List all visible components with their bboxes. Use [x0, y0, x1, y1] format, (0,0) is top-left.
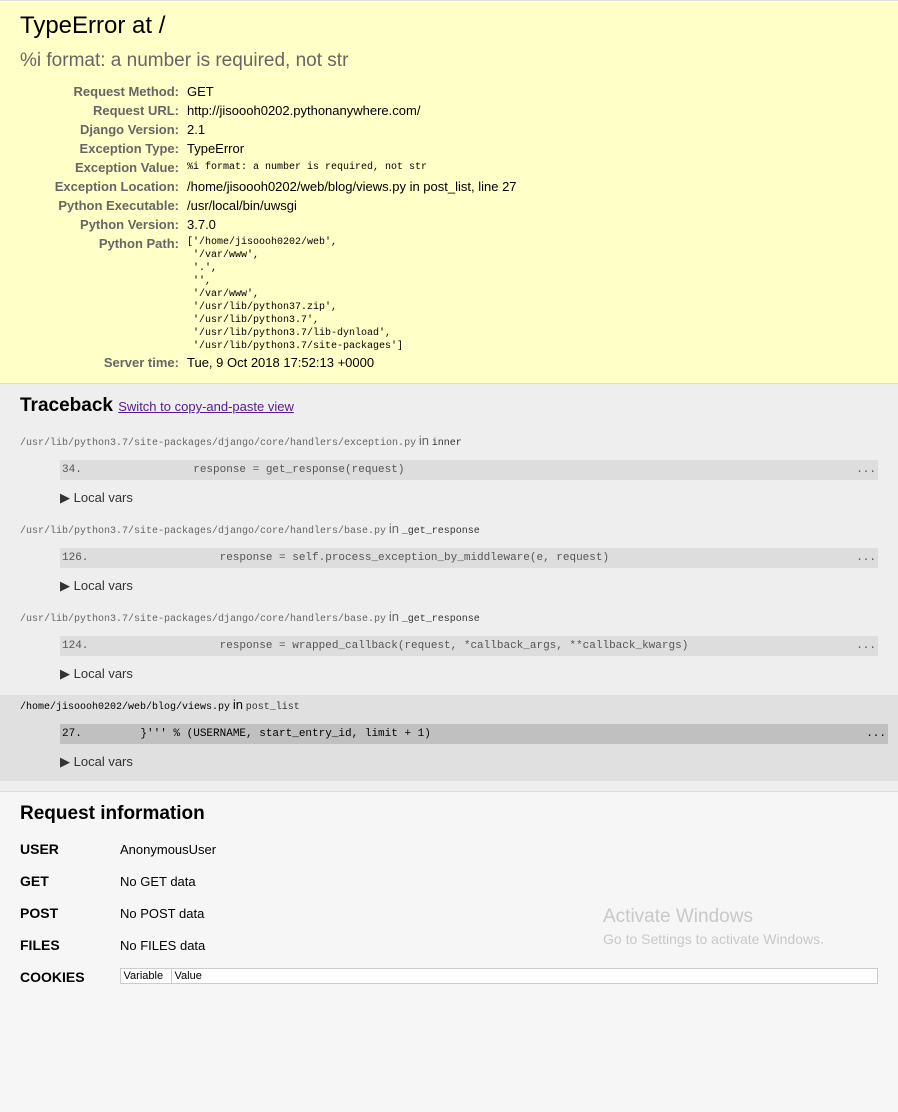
frame-function: _get_response — [401, 526, 480, 537]
context-line[interactable] — [60, 548, 878, 568]
frame-in-word: in — [388, 609, 399, 624]
meta-row — [20, 215, 517, 234]
meta-value: 2.1 — [187, 122, 206, 137]
traceback-title: Traceback — [20, 395, 113, 416]
line-number: 34. — [62, 464, 82, 476]
meta-label: Request URL: — [93, 103, 179, 118]
request-row-get — [20, 872, 878, 904]
page-title: TypeError at / — [20, 12, 166, 39]
meta-row — [20, 139, 517, 158]
column-header-variable: Variable — [120, 969, 171, 984]
line-number: 126. — [62, 552, 89, 564]
watermark-title: Activate Windows — [603, 906, 753, 927]
exception-message: %i format: a number is required, not str — [20, 50, 349, 71]
line-number: 124. — [62, 640, 89, 652]
request-key: USER — [20, 841, 59, 857]
meta-row — [20, 158, 517, 177]
meta-row — [20, 82, 517, 101]
request-row-user — [20, 840, 878, 872]
code-text: response = get_response(request) — [114, 464, 405, 476]
meta-label: Server time: — [103, 355, 179, 370]
frame-in-word: in — [388, 521, 399, 536]
request-value: No GET data — [120, 874, 196, 889]
meta-row — [20, 120, 517, 139]
activate-windows-watermark — [603, 906, 824, 950]
meta-value: 3.7.0 — [187, 217, 216, 232]
context-line[interactable] — [60, 460, 878, 480]
request-value: No POST data — [120, 906, 205, 921]
request-key: COOKIES — [20, 969, 85, 985]
traceback-frame-user — [0, 695, 898, 781]
meta-label: Django Version: — [80, 122, 179, 137]
meta-row — [20, 177, 517, 196]
traceback-frame — [20, 519, 878, 595]
local-vars-toggle[interactable] — [60, 577, 878, 595]
request-key: GET — [20, 873, 49, 889]
line-number: 27. — [62, 728, 82, 740]
frame-file: /usr/lib/python3.7/site-packages/django/core/handlers/base.py — [20, 526, 387, 537]
frame-location — [20, 519, 878, 542]
local-vars-toggle[interactable] — [60, 665, 878, 683]
frame-file: /home/jisoooh0202/web/blog/views.py — [20, 702, 231, 713]
frame-function: inner — [431, 438, 462, 449]
frame-function: _get_response — [401, 614, 480, 625]
expand-context-ellipsis[interactable]: ... — [856, 552, 876, 564]
switch-to-copy-paste-link[interactable]: Switch to copy-and-paste view — [118, 399, 294, 414]
frame-in-word: in — [418, 433, 429, 448]
local-vars-toggle[interactable] — [60, 489, 878, 507]
local-vars-label: Local vars — [73, 490, 133, 505]
expand-context-ellipsis[interactable]: ... — [856, 640, 876, 652]
code-text: response = self.process_exception_by_middleware(e, request) — [114, 552, 610, 564]
meta-row — [20, 353, 517, 372]
meta-value: /usr/local/bin/uwsgi — [187, 198, 297, 213]
python-path-cell — [187, 234, 517, 353]
meta-value: TypeError — [187, 141, 245, 156]
meta-label: Python Path: — [98, 236, 179, 251]
traceback-heading — [20, 394, 878, 419]
frame-function: post_list — [245, 702, 300, 713]
frame-in-word: in — [232, 697, 243, 712]
expand-context-ellipsis[interactable]: ... — [856, 464, 876, 476]
frame-location — [20, 431, 878, 454]
frame-file: /usr/lib/python3.7/site-packages/django/core/handlers/base.py — [20, 614, 387, 625]
meta-value: http://jisoooh0202.pythonanywhere.com/ — [187, 103, 421, 118]
meta-value: Tue, 9 Oct 2018 17:52:13 +0000 — [187, 355, 375, 370]
request-info-heading: Request information — [20, 803, 205, 824]
traceback-frame — [20, 431, 878, 507]
frame-location — [20, 607, 878, 630]
local-vars-label: Local vars — [73, 754, 133, 769]
local-vars-toggle[interactable] — [60, 753, 898, 771]
code-text: response = wrapped_callback(request, *callback_args, **callback_kwargs) — [114, 640, 689, 652]
exception-value: %i format: a number is required, not str — [187, 162, 428, 173]
meta-row — [20, 101, 517, 120]
triangle-right-icon: ▶ — [60, 754, 70, 769]
request-row-cookies — [20, 968, 878, 1000]
meta-value: GET — [187, 84, 214, 99]
code-text: }''' % (USERNAME, start_entry_id, limit + 1) — [114, 728, 431, 740]
cookies-table — [120, 968, 878, 984]
request-information-section — [0, 792, 898, 1112]
error-summary — [0, 0, 898, 384]
meta-label: Request Method: — [73, 84, 179, 99]
frame-location — [20, 695, 898, 718]
expand-context-ellipsis[interactable]: ... — [866, 728, 886, 740]
triangle-right-icon: ▶ — [60, 490, 70, 505]
python-path: ['/home/jisoooh0202/web', '/var/www', '.', '', '/var/www', '/usr/lib/python37.zip', '/usr/lib/python3.7', '/usr/lib/python3.7/lib-dynload', '/usr/lib/python3.7/site-packages'] — [187, 237, 404, 352]
local-vars-label: Local vars — [73, 666, 133, 681]
triangle-right-icon: ▶ — [60, 666, 70, 681]
request-value: No FILES data — [120, 938, 206, 953]
meta-label: Python Version: — [80, 217, 179, 232]
context-line[interactable] — [60, 724, 888, 744]
traceback-frame — [20, 607, 878, 683]
context-line[interactable] — [60, 636, 878, 656]
meta-label: Python Executable: — [58, 198, 179, 213]
watermark-subtitle: Go to Settings to activate Windows. — [603, 931, 824, 947]
local-vars-label: Local vars — [73, 578, 133, 593]
request-key: FILES — [20, 937, 60, 953]
meta-label: Exception Location: — [54, 179, 179, 194]
meta-row — [20, 196, 517, 215]
request-meta-table — [20, 82, 517, 372]
request-value: AnonymousUser — [120, 842, 217, 857]
meta-value: /home/jisoooh0202/web/blog/views.py in post_list, line 27 — [187, 179, 517, 194]
meta-row — [20, 234, 517, 353]
traceback-section — [0, 384, 898, 792]
request-key: POST — [20, 905, 59, 921]
triangle-right-icon: ▶ — [60, 578, 70, 593]
column-header-value: Value — [174, 970, 202, 982]
meta-label: Exception Type: — [79, 141, 179, 156]
meta-label: Exception Value: — [74, 160, 179, 175]
frame-file: /usr/lib/python3.7/site-packages/django/core/handlers/exception.py — [20, 438, 417, 449]
cookies-header-row — [120, 969, 877, 984]
